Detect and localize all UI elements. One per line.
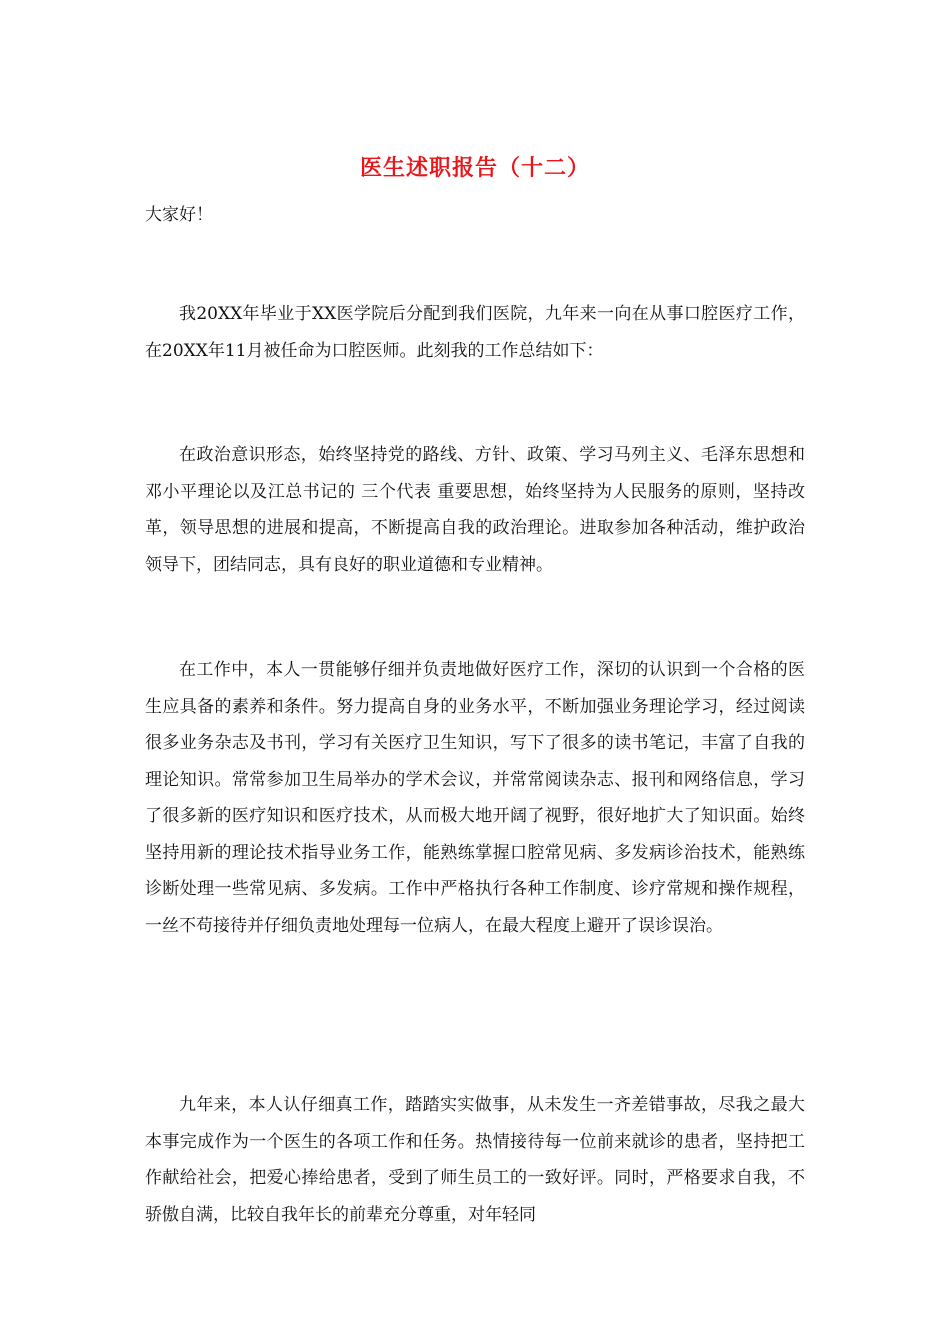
paragraph-work: 在工作中，本人一贯能够仔细并负责地做好医疗工作，深切的认识到一个合格的医生应具备的素养和条件。努力提高自身的业务水平，不断加强业务理论学习，经过阅读很多业务杂志及书刊，学习有关医疗卫生知识，写下了很多的读书笔记，丰富了自我的理论知识。常常参加卫生局举办的学术会议，并常常阅读杂志、报刊和网络信息，学习了很多新的医疗知识和医疗技术，从而极大地开阔了视野，很好地扩大了知识面。始终坚持用新的理论技术指导业务工作，能熟练掌握口腔常见病、多发病诊治技术，能熟练诊断处理一些常见病、多发病。工作中严格执行各种工作制度、诊疗常规和操作规程，一丝不苟接待并仔细负责地处理每一位病人，在最大程度上避开了误诊误治。	[145, 660, 805, 936]
paragraph-nine-years: 九年来，本人认仔细真工作，踏踏实实做事，从未发生一齐差错事故，尽我之最大本事完成作为一个医生的各项工作和任务。热情接待每一位前来就诊的患者，坚持把工作献给社会，把爱心捧给患者，受到了师生员工的一致好评。同时，严格要求自我，不骄傲自满，比较自我年长的前辈充分尊重，对年轻同	[145, 1095, 805, 1225]
paragraph-intro: 我20XX年毕业于XX医学院后分配到我们医院，九年来一向在从事口腔医疗工作，在20XX年11月被任命为口腔医师。此刻我的工作总结如下：	[145, 304, 805, 361]
greeting: 大家好！	[145, 205, 213, 225]
document-title: 医生述职报告（十二）	[359, 155, 590, 181]
paragraph-politics: 在政治意识形态，始终坚持党的路线、方针、政策、学习马列主义、毛泽东思想和邓小平理论以及江总书记的 三个代表 重要思想，始终坚持为人民服务的原则，坚持改革，领导思想的进展和提高，不断提高自我的政治理论。进取参加各种活动，维护政治领导下，团结同志，具有良好的职业道德和专业精神。	[145, 445, 805, 575]
